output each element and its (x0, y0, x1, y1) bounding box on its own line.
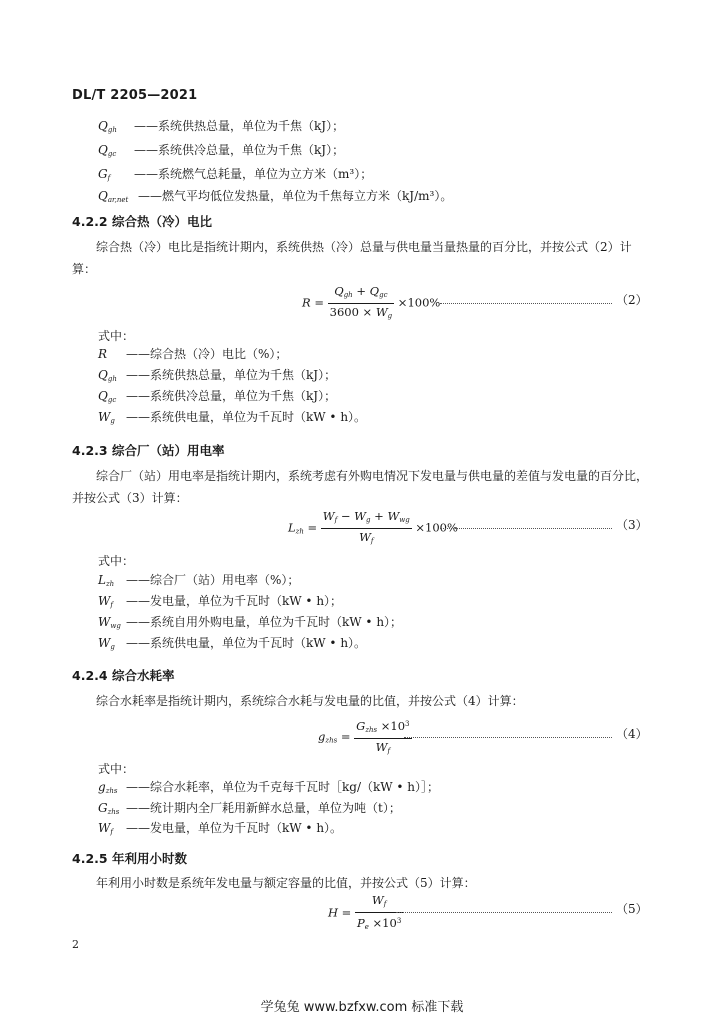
symbol-q-gh: $Q_{gh}$ (98, 368, 117, 383)
definition-text: ——系统燃气总耗量，单位为立方米（m³）； (134, 167, 373, 181)
definition-text: ——系统供热总量，单位为千焦（kJ）； (126, 368, 337, 382)
symbol-q-gc: $Q_{gc}$ (98, 143, 117, 158)
formula-3: $L_{zh}$ = $\frac{W_f - W_g + W_{wg}}{W_f}$ ×100% (288, 509, 458, 545)
paragraph-4-2-5: 年利用小时数是系统年发电量与额定容量的比值，并按公式（5）计算： (96, 876, 476, 890)
section-heading-4-2-3: 4.2.3 综合厂（站）用电率 (72, 443, 225, 458)
formula-4: $g_{zhs}$ = $\frac{G_{zhs} \times 10^3}{W_f}$ (318, 716, 412, 759)
definition-text: ——燃气平均低位发热量，单位为千焦每立方米（kJ/m³）。 (138, 189, 453, 203)
symbol-w-wg: $W_{wg}$ (98, 615, 121, 630)
paragraph-4-2-3: 综合厂（站）用电率是指统计期内，系统考虑有外购电情况下发电量与供电量的差值与发电量的百分比，并按公式（3）计算： (72, 469, 649, 505)
where-label: 式中： (98, 762, 135, 776)
symbol-w-g: $W_g$ (98, 636, 115, 651)
leader-dots (440, 528, 612, 529)
definition-text: ——统计期内全厂耗用新鲜水总量，单位为吨（t）； (126, 801, 401, 815)
standard-code-header: DL/T 2205—2021 (72, 88, 198, 103)
definition-text: ——综合热（冷）电比（%）； (126, 347, 288, 361)
paragraph-4-2-2: 综合热（冷）电比是指统计期内，系统供热（冷）总量与供电量当量热量的百分比，并按公式（2）计算： (72, 240, 632, 276)
definition-text: ——发电量，单位为千瓦时（kW • h）； (126, 594, 343, 608)
section-heading-4-2-2: 4.2.2 综合热（冷）电比 (72, 214, 213, 229)
definition-text: ——综合水耗率，单位为千克每千瓦时［kg/（kW • h）］； (126, 780, 440, 794)
section-heading-4-2-5: 4.2.5 年利用小时数 (72, 851, 188, 866)
paragraph-4-2-4: 综合水耗率是指统计期内，系统综合水耗与发电量的比值，并按公式（4）计算： (96, 694, 524, 708)
definition-text: ——系统供热总量，单位为千焦（kJ）； (134, 119, 345, 133)
definition-text: ——系统供冷总量，单位为千焦（kJ）； (134, 143, 345, 157)
watermark-footer: 学兔兔 www.bzfxw.com 标准下载 (260, 1000, 464, 1015)
definition-text: ——综合厂（站）用电率（%）； (126, 573, 300, 587)
leader-dots (404, 737, 612, 738)
symbol-w-g: $W_g$ (98, 410, 115, 425)
where-label: 式中： (98, 554, 135, 568)
symbol-q-gc: $Q_{gc}$ (98, 389, 117, 404)
page-number: 2 (72, 938, 79, 951)
symbol-q-gh: $Q_{gh}$ (98, 119, 117, 134)
leader-dots (440, 303, 612, 304)
definition-text: ——系统自用外购电量，单位为千瓦时（kW • h）； (126, 615, 403, 629)
formula-5: H = $\frac{W_f}{P_e \times 10^3}$ (328, 893, 402, 931)
definition-text: ——发电量，单位为千瓦时（kW • h）。 (126, 821, 343, 835)
symbol-r: R (98, 347, 108, 361)
definition-text: ——系统供电量，单位为千瓦时（kW • h）。 (126, 410, 367, 424)
symbol-g-zhs: $g_{zhs}$ (98, 780, 118, 795)
definition-text: ——系统供冷总量，单位为千焦（kJ）； (126, 389, 337, 403)
section-heading-4-2-4: 4.2.4 综合水耗率 (72, 668, 175, 683)
symbol-q-arnet: $Q_{ar,net}$ (98, 189, 129, 204)
equation-number-2: （2） (616, 293, 648, 307)
symbol-w-f: $W_f$ (98, 594, 113, 609)
where-label: 式中： (98, 329, 135, 343)
definition-text: ——系统供电量，单位为千瓦时（kW • h）。 (126, 636, 367, 650)
symbol-l-zh: $L_{zh}$ (98, 573, 115, 588)
equation-number-4: （4） (616, 727, 648, 741)
equation-number-5: （5） (616, 902, 648, 916)
leader-dots (396, 912, 612, 913)
symbol-w-f: $W_f$ (98, 821, 113, 836)
symbol-G-zhs: $G_{zhs}$ (98, 801, 120, 816)
formula-2: R = $\frac{Q_{gh} + Q_{gc}}{3600 \times W_g}$ ×100% (302, 284, 441, 320)
symbol-g-f: $G_f$ (98, 167, 111, 182)
equation-number-3: （3） (616, 518, 648, 532)
